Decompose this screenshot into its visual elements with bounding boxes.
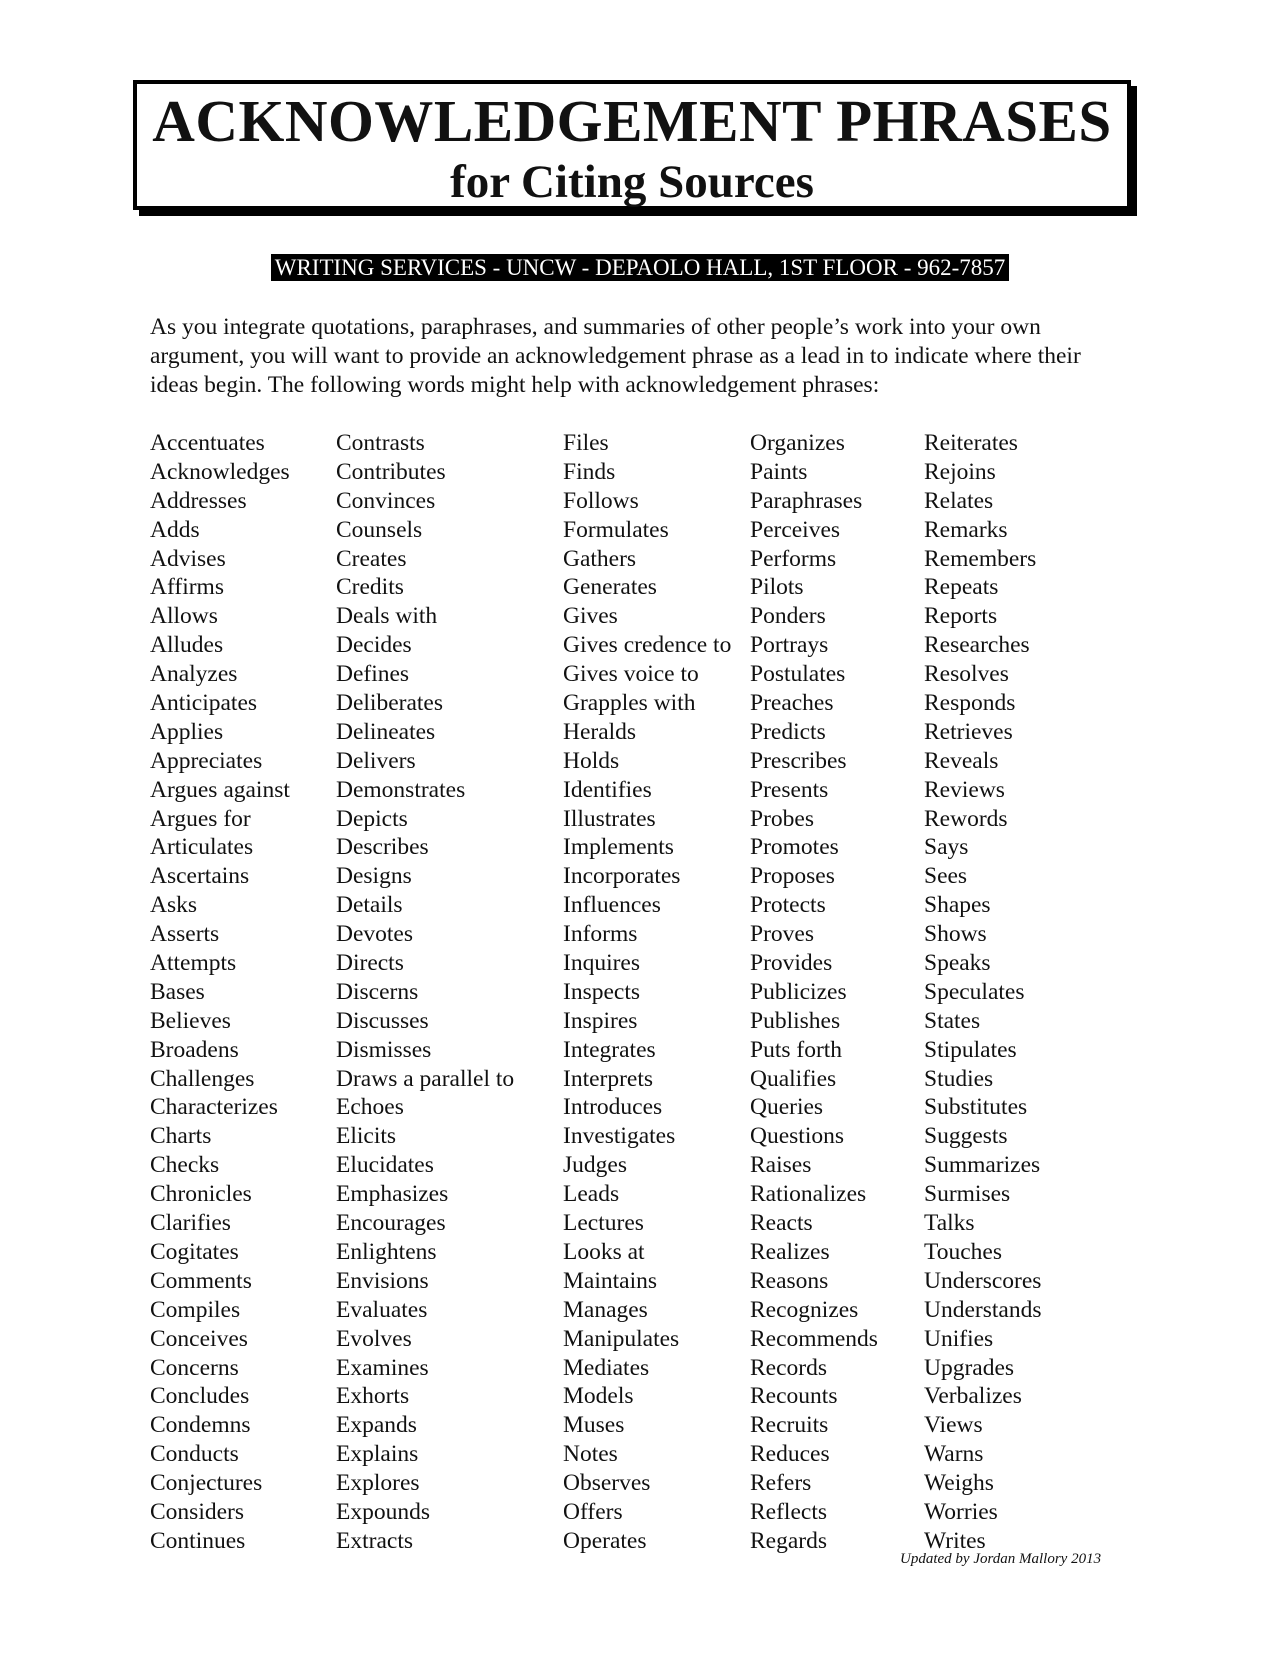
phrase-item: Recommends [750,1325,878,1352]
phrase-item: Promotes [750,834,839,861]
phrase-item: Examines [336,1354,429,1381]
phrase-item: Expands [336,1412,417,1439]
phrase-item: Enlightens [336,1238,437,1265]
phrase-item: Questions [750,1123,844,1150]
phrase-item: Envisions [336,1267,429,1294]
phrase-item: Contributes [336,458,446,485]
phrase-item: Talks [924,1210,975,1237]
phrase-item: Says [924,834,969,861]
phrase-item: Portrays [750,632,829,659]
phrase-item: Resolves [924,661,1009,688]
phrase-item: Records [750,1354,828,1381]
phrase-item: Queries [750,1094,824,1121]
phrase-item: Finds [563,458,616,485]
phrase-item: Argues for [150,805,251,832]
phrase-item: Draws a parallel to [336,1065,515,1092]
phrase-item: Challenges [150,1065,255,1092]
phrase-item: Concerns [150,1354,239,1381]
word-column-5 [924,429,1041,1556]
phrase-item: Provides [750,950,833,977]
phrase-item: Maintains [563,1267,657,1294]
phrase-item: Creates [336,545,407,572]
phrase-item: Introduces [563,1094,663,1121]
phrase-item: Discerns [336,978,419,1005]
phrase-item: Rewords [924,805,1008,832]
phrase-item: Elicits [336,1123,397,1150]
phrase-item: Offers [563,1498,623,1525]
phrase-item: Publishes [750,1007,841,1034]
phrase-item: Qualifies [750,1065,837,1092]
phrase-item: Broadens [150,1036,239,1063]
phrase-item: Summarizes [924,1152,1041,1179]
phrase-item: Directs [336,950,404,977]
phrase-item: Integrates [563,1036,656,1063]
phrase-item: Performs [750,545,837,572]
phrase-item: Speculates [924,978,1025,1005]
phrase-item: Preaches [750,690,834,717]
phrase-item: Informs [563,921,638,948]
phrase-item: Formulates [563,516,669,543]
phrase-item: Rejoins [924,458,996,485]
page-subtitle: for Citing Sources [450,156,814,208]
phrase-item: Depicts [336,805,408,832]
phrase-item: Shows [924,921,987,948]
phrase-item: Influences [563,892,661,919]
phrase-item: Probes [750,805,814,832]
phrase-item: Speaks [924,950,991,977]
phrase-item: Comments [150,1267,252,1294]
phrase-item: Regards [750,1527,828,1554]
phrase-item: Asserts [150,921,220,948]
phrase-item: Recruits [750,1412,829,1439]
phrase-item: Attempts [150,950,237,977]
phrase-item: Relates [924,487,994,514]
phrase-item: Paraphrases [750,487,863,514]
phrase-item: Shapes [924,892,991,919]
phrase-item: Deliberates [336,690,444,717]
phrase-item: Charts [150,1123,212,1150]
phrase-item: Surmises [924,1181,1011,1208]
phrase-item: Articulates [150,834,254,861]
phrase-item: Demonstrates [336,776,466,803]
phrase-item: Characterizes [150,1094,278,1121]
phrase-item: Protects [750,892,826,919]
phrase-item: Underscores [924,1267,1042,1294]
phrase-item: Ponders [750,603,826,630]
phrase-item: Illustrates [563,805,656,832]
phrase-item: Prescribes [750,747,847,774]
phrase-item: Inspires [563,1007,638,1034]
phrase-item: Judges [563,1152,627,1179]
phrase-item: Inspects [563,978,641,1005]
word-column-4 [750,429,878,1556]
phrase-item: Clarifies [150,1210,231,1237]
phrase-item: Generates [563,574,657,601]
phrase-item: Implements [563,834,674,861]
phrase-item: Gives credence to [563,632,732,659]
phrase-item: Explores [336,1470,420,1497]
phrase-item: Emphasizes [336,1181,449,1208]
phrase-item: Organizes [750,430,845,456]
phrase-item: Writes [924,1527,986,1554]
phrase-item: Compiles [150,1296,241,1323]
phrase-item: Addresses [150,487,247,514]
word-column-2 [336,429,514,1556]
phrase-item: Verbalizes [924,1383,1022,1410]
phrase-item: Views [924,1412,983,1439]
phrase-item: Conceives [150,1325,248,1352]
phrase-item: Details [336,892,403,919]
phrase-item: Recounts [750,1383,838,1410]
phrase-item: Exhorts [336,1383,410,1410]
page-title: ACKNOWLEDGEMENT PHRASES [152,88,1112,154]
phrase-item: Believes [150,1007,231,1034]
phrase-item: Explains [336,1441,419,1468]
phrase-item: Advises [150,545,226,572]
phrase-item: Deals with [336,603,438,630]
phrase-item: Interprets [563,1065,654,1092]
intro-paragraph: As you integrate quotations, paraphrases, and summaries of other people’s work into your own argument, you will want to provide an acknowledgement phrase as a lead in to indicate where their ideas begin. The following words might help with acknowledgement phrases: [150,314,1081,398]
phrase-item: Worries [924,1498,998,1525]
phrase-item: Conjectures [150,1470,263,1497]
phrase-item: Proposes [750,863,835,890]
phrase-item: Acknowledges [150,458,290,485]
phrase-item: Identifies [563,776,652,803]
phrase-item: Encourages [336,1210,446,1237]
phrase-item: Manipulates [563,1325,680,1352]
phrase-item: Remembers [924,545,1037,572]
phrase-item: Models [563,1383,634,1410]
phrase-item: Substitutes [924,1094,1028,1121]
phrase-item: Reiterates [924,430,1018,456]
phrase-item: Understands [924,1296,1042,1323]
phrase-item: Investigates [563,1123,676,1150]
phrase-item: Reasons [750,1267,829,1294]
phrase-item: Heralds [563,718,637,745]
phrase-item: Raises [750,1152,812,1179]
phrase-item: Remarks [924,516,1008,543]
phrase-item: Affirms [150,574,224,601]
phrase-item: Argues against [150,776,290,803]
phrase-item: Appreciates [150,747,263,774]
phrase-item: Considers [150,1498,244,1525]
phrase-item: Counsels [336,516,423,543]
phrase-item: Reveals [924,747,999,774]
phrase-item: Pilots [750,574,804,601]
phrase-item: Publicizes [750,978,847,1005]
phrase-item: Continues [150,1527,246,1554]
phrase-item: Perceives [750,516,841,543]
phrase-item: Condemns [150,1412,251,1439]
banner-wrapper [0,254,1280,281]
phrase-item: Delivers [336,747,416,774]
phrase-item: Manages [563,1296,648,1323]
phrase-item: Suggests [924,1123,1008,1150]
phrase-item: Analyzes [150,661,238,688]
phrase-item: Weighs [924,1470,994,1497]
phrase-item: Conducts [150,1441,239,1468]
phrase-item: Lectures [563,1210,644,1237]
phrase-item: Designs [336,863,412,890]
phrase-item: Stipulates [924,1036,1017,1063]
phrase-item: Inquires [563,950,641,977]
word-column-3 [563,429,731,1556]
phrase-item: Reports [924,603,998,630]
phrase-item: Touches [924,1238,1002,1265]
phrase-item: Ascertains [150,863,250,890]
phrase-item: Expounds [336,1498,430,1525]
phrase-item: Responds [924,690,1016,717]
phrase-item: Concludes [150,1383,250,1410]
phrase-item: Repeats [924,574,999,601]
phrase-item: Incorporates [563,863,681,890]
phrase-item: Anticipates [150,690,258,717]
phrase-item: Holds [563,747,620,774]
phrase-item: States [924,1007,981,1034]
phrase-item: Leads [563,1181,620,1208]
phrase-item: Reviews [924,776,1005,803]
phrase-item: Gathers [563,545,637,572]
phrase-item: Grapples with [563,690,696,717]
phrase-item: Discusses [336,1007,429,1034]
phrase-item: Warns [924,1441,984,1468]
phrase-item: Echoes [336,1094,404,1121]
phrase-item: Gives [563,603,618,630]
phrase-item: Reduces [750,1441,830,1468]
phrase-item: Applies [150,718,224,745]
phrase-item: Paints [750,458,808,485]
phrase-item: Devotes [336,921,414,948]
phrase-item: Mediates [563,1354,650,1381]
phrase-item: Decides [336,632,412,659]
phrase-item: Contrasts [336,430,425,456]
phrase-item: Puts forth [750,1036,843,1063]
phrase-item: Alludes [150,632,224,659]
phrase-item: Muses [563,1412,625,1439]
phrase-item: Unifies [924,1325,994,1352]
phrase-item: Gives voice to [563,661,699,688]
phrase-item: Rationalizes [750,1181,867,1208]
phrase-item: Files [563,430,609,456]
phrase-item: Defines [336,661,410,688]
phrase-item: Convinces [336,487,436,514]
phrase-item: Realizes [750,1238,830,1265]
contact-banner: WRITING SERVICES - UNCW - DEPAOLO HALL, 1ST FLOOR - 962-7857 [271,254,1010,281]
phrase-item: Extracts [336,1527,413,1554]
phrase-item: Chronicles [150,1181,252,1208]
phrase-item: Checks [150,1152,220,1179]
phrase-item: Sees [924,863,968,890]
phrase-item: Refers [750,1470,812,1497]
phrase-item: Follows [563,487,639,514]
phrase-item: Recognizes [750,1296,859,1323]
phrase-item: Dismisses [336,1036,432,1063]
phrase-item: Delineates [336,718,436,745]
phrase-item: Cogitates [150,1238,239,1265]
title-box [133,80,1131,210]
phrase-item: Postulates [750,661,846,688]
phrase-item: Operates [563,1527,647,1554]
phrase-item: Observes [563,1470,651,1497]
phrase-item: Adds [150,516,200,543]
phrase-item: Describes [336,834,429,861]
phrase-item: Accentuates [150,430,265,456]
phrase-item: Evolves [336,1325,412,1352]
phrase-item: Evaluates [336,1296,428,1323]
phrase-item: Researches [924,632,1030,659]
phrase-item: Credits [336,574,404,601]
phrase-item: Upgrades [924,1354,1015,1381]
phrase-item: Notes [563,1441,618,1468]
phrase-item: Looks at [563,1238,645,1265]
phrase-item: Allows [150,603,218,630]
phrase-item: Bases [150,978,205,1005]
phrase-item: Reacts [750,1210,813,1237]
updated-credit: Updated by Jordan Mallory 2013 [900,1551,1102,1567]
phrase-item: Elucidates [336,1152,434,1179]
phrase-item: Studies [924,1065,994,1092]
phrase-item: Presents [750,776,829,803]
phrase-item: Predicts [750,718,826,745]
word-column-1 [150,429,290,1556]
phrase-item: Reflects [750,1498,827,1525]
phrase-item: Proves [750,921,814,948]
phrase-item: Asks [150,892,198,919]
phrase-item: Retrieves [924,718,1013,745]
